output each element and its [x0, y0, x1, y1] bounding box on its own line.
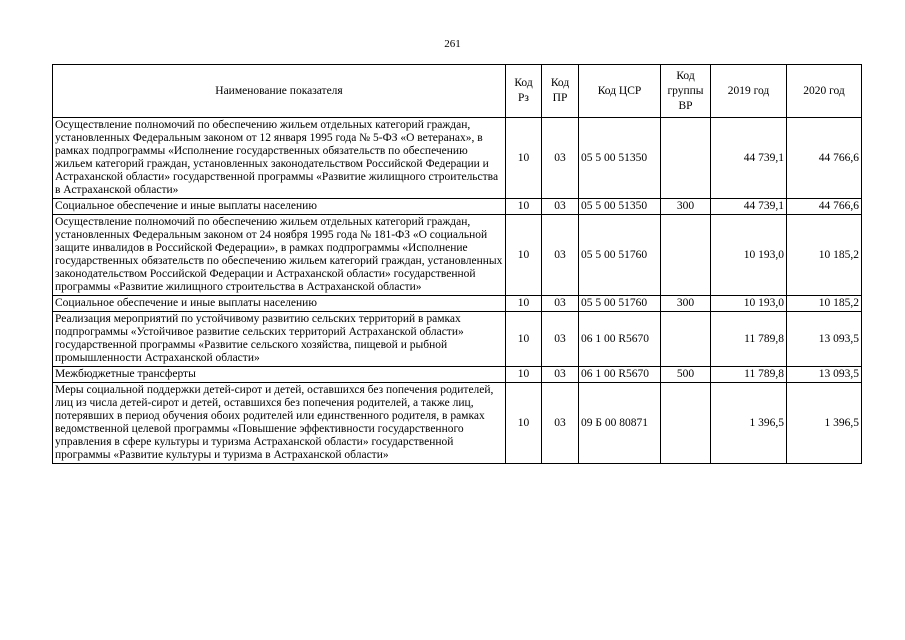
row-vr: 300: [661, 296, 711, 312]
row-name: Осуществление полномочий по обеспечению жильем отдельных категорий граждан, установленных Федеральным законом от 24 ноября 1995 года № 181-ФЗ «О социальной защите инвалидов в Российской Федерации», в рамках подпрограммы «Исполнение государственных обязательств по обеспечению жильем категорий граждан, установленных законодательством Российской Федерации и Астраханской области» государственной программы «Развитие жилищного строительства в Астраханской области»: [53, 215, 506, 296]
header-name: Наименование показателя: [53, 65, 506, 118]
table-row: [53, 312, 862, 367]
row-csr: 09 Б 00 80871: [579, 383, 661, 464]
row-vr: 300: [661, 199, 711, 215]
row-2020: 13 093,5: [787, 367, 862, 383]
row-2019: 11 789,8: [711, 367, 787, 383]
row-csr: 05 5 00 51350: [579, 199, 661, 215]
row-2019: 10 193,0: [711, 215, 787, 296]
row-name: Социальное обеспечение и иные выплаты населению: [53, 199, 506, 215]
table-row: [53, 199, 862, 215]
row-2019: 44 739,1: [711, 199, 787, 215]
row-vr: 500: [661, 367, 711, 383]
row-2020: 13 093,5: [787, 312, 862, 367]
row-rz: 10: [506, 383, 542, 464]
budget-table: [52, 64, 862, 464]
row-vr: [661, 312, 711, 367]
header-2019: 2019 год: [711, 65, 787, 118]
table-row: [53, 296, 862, 312]
row-name: Социальное обеспечение и иные выплаты населению: [53, 296, 506, 312]
page-number: 261: [444, 38, 461, 50]
row-pr: 03: [542, 118, 579, 199]
row-2020: 1 396,5: [787, 383, 862, 464]
row-csr: 06 1 00 R5670: [579, 367, 661, 383]
row-csr: 05 5 00 51760: [579, 296, 661, 312]
row-2020: 44 766,6: [787, 118, 862, 199]
table-row: [53, 215, 862, 296]
header-pr: Код ПР: [542, 65, 579, 118]
row-2020: 10 185,2: [787, 296, 862, 312]
row-pr: 03: [542, 199, 579, 215]
table-header-row: [53, 65, 862, 118]
row-name: Меры социальной поддержки детей-сирот и детей, оставшихся без попечения родителей, лиц из числа детей-сирот и детей, оставшихся без попечения родителей, а также лиц, потерявших в период обучения обоих родителей или единственного родителя, в рамках ведомственной целевой программы «Повышение эффективности государственного управления в сфере культуры и туризма Астраханской области» государственной программы «Развитие культуры и туризма в Астраханской области»: [53, 383, 506, 464]
row-rz: 10: [506, 215, 542, 296]
row-rz: 10: [506, 199, 542, 215]
row-rz: 10: [506, 367, 542, 383]
row-vr: [661, 215, 711, 296]
row-vr: [661, 118, 711, 199]
row-2020: 10 185,2: [787, 215, 862, 296]
table-row: [53, 367, 862, 383]
row-2020: 44 766,6: [787, 199, 862, 215]
row-vr: [661, 383, 711, 464]
row-pr: 03: [542, 367, 579, 383]
row-name: Осуществление полномочий по обеспечению жильем отдельных категорий граждан, установленных Федеральным законом от 12 января 1995 года № 5-ФЗ «О ветеранах», в рамках подпрограммы «Исполнение государственных обязательств по обеспечению жильем категорий граждан, установленных законодательством Российской Федерации и Астраханской области» государственной программы «Развитие жилищного строительства в Астраханской области»: [53, 118, 506, 199]
row-pr: 03: [542, 215, 579, 296]
header-csr: Код ЦСР: [579, 65, 661, 118]
row-2019: 1 396,5: [711, 383, 787, 464]
row-pr: 03: [542, 312, 579, 367]
row-csr: 06 1 00 R5670: [579, 312, 661, 367]
row-pr: 03: [542, 383, 579, 464]
row-rz: 10: [506, 312, 542, 367]
row-name: Реализация мероприятий по устойчивому развитию сельских территорий в рамках подпрограммы «Устойчивое развитие сельских территорий Астраханской области» государственной программы «Развитие сельского хозяйства, пищевой и рыбной промышленности Астраханской области»: [53, 312, 506, 367]
header-rz: Код Рз: [506, 65, 542, 118]
row-csr: 05 5 00 51760: [579, 215, 661, 296]
row-name: Межбюджетные трансферты: [53, 367, 506, 383]
row-2019: 11 789,8: [711, 312, 787, 367]
header-2020: 2020 год: [787, 65, 862, 118]
row-rz: 10: [506, 118, 542, 199]
table-row: [53, 118, 862, 199]
row-rz: 10: [506, 296, 542, 312]
row-2019: 10 193,0: [711, 296, 787, 312]
row-2019: 44 739,1: [711, 118, 787, 199]
row-pr: 03: [542, 296, 579, 312]
row-csr: 05 5 00 51350: [579, 118, 661, 199]
table-row: [53, 383, 862, 464]
header-vr: Код группы ВР: [661, 65, 711, 118]
